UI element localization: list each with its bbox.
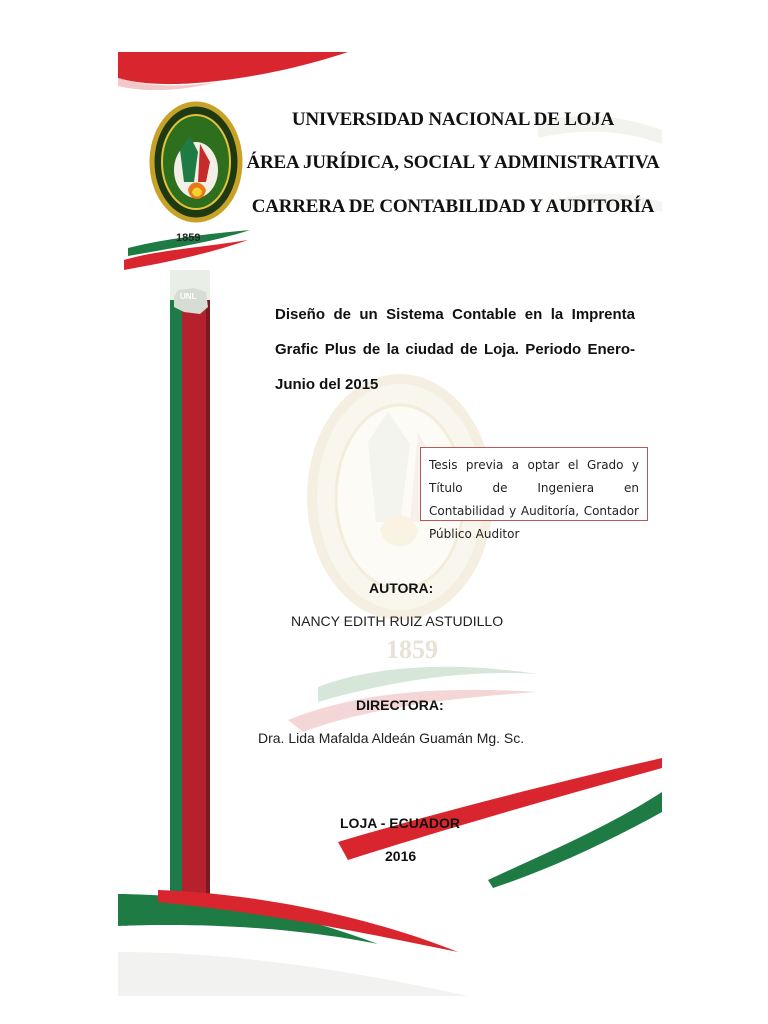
watermark-year: 1859 xyxy=(386,635,438,664)
director-name: Dra. Lida Mafalda Aldeán Guamán Mg. Sc. xyxy=(258,730,525,746)
year: 2016 xyxy=(385,848,417,864)
university-seal-icon xyxy=(152,104,240,220)
top-red-swoosh xyxy=(118,52,348,84)
side-band-label: UNL xyxy=(180,292,197,301)
location: LOJA - ECUADOR xyxy=(340,815,461,831)
side-band xyxy=(170,270,210,898)
university-title: UNIVERSIDAD NACIONAL DE LOJA xyxy=(291,109,615,130)
thesis-cover-page xyxy=(118,52,662,996)
author-label: AUTORA: xyxy=(369,580,434,596)
career-title: CARRERA DE CONTABILIDAD Y AUDITORÍA xyxy=(251,196,655,217)
thesis-title: Diseño de un Sistema Contable en la Imprenta Grafic Plus de la ciudad de Loja. Periodo Enero-Junio del 2015 xyxy=(275,306,635,393)
author-name: NANCY EDITH RUIZ ASTUDILLO xyxy=(291,613,504,629)
director-label: DIRECTORA: xyxy=(356,697,444,713)
thesis-note-box: Tesis previa a optar el Grado y Título de Ingeniera en Contabilidad y Auditoría, Contador Público Auditor xyxy=(420,447,648,521)
bottom-right-red-swoosh xyxy=(338,758,662,860)
area-title: ÁREA JURÍDICA, SOCIAL Y ADMINISTRATIVA xyxy=(246,152,660,173)
seal-year: 1859 xyxy=(176,232,201,244)
